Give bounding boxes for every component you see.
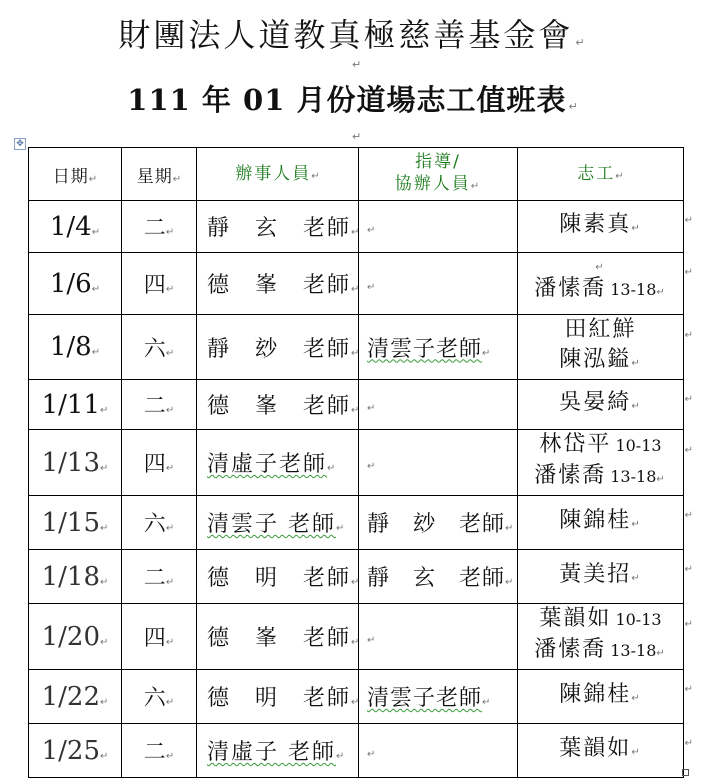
cell-volunteer (518, 550, 695, 604)
cell-mark-icon: ↵ (367, 282, 377, 293)
cell-mark-icon: ↵ (336, 751, 347, 762)
staff-name: 德 峯 老師 (207, 273, 352, 298)
cell-date (29, 496, 122, 550)
row-end-mark-icon: ↵ (684, 619, 695, 630)
cell-date (29, 315, 122, 380)
cell-mark-icon: ↵ (165, 751, 175, 762)
cell-date (29, 604, 122, 670)
header-volunteer-label: 志工 (577, 164, 616, 184)
volunteer-name: 葉韻如 (539, 606, 612, 631)
staff-name: 靜 玄 老師 (207, 216, 352, 241)
cell-guide (359, 604, 518, 670)
cell-mark-icon: ↵ (631, 358, 642, 369)
cell-mark-icon: ↵ (656, 474, 667, 485)
cell-mark-icon: ↵ (336, 523, 347, 534)
cell-date (29, 201, 122, 253)
cell-staff (197, 550, 362, 604)
cell-mark-icon: ↵ (595, 261, 606, 273)
paragraph-mark-icon: ↵ (568, 100, 579, 113)
cell-mark-icon: ↵ (165, 637, 175, 648)
weekday-value: 六 (143, 336, 166, 362)
volunteer-entry (518, 275, 683, 307)
cell-volunteer (518, 315, 695, 380)
volunteer-hours: 13-18 (610, 467, 657, 486)
staff-name: 德 峯 老師 (207, 394, 352, 419)
cell-staff (197, 253, 362, 315)
cell-mark-icon: ↵ (100, 522, 109, 534)
cell-mark-icon: ↵ (631, 518, 642, 530)
volunteer-entry (518, 681, 683, 713)
volunteer-entry (518, 315, 683, 345)
cell-guide (359, 253, 518, 315)
cell-weekday (122, 315, 197, 380)
cell-mark-icon: ↵ (631, 222, 642, 234)
table-resize-handle-icon[interactable] (682, 769, 689, 776)
cell-date (29, 670, 122, 724)
cell-volunteer (518, 253, 695, 315)
table-row (29, 604, 684, 670)
table-row (29, 253, 684, 315)
weekday-value: 二 (143, 394, 166, 419)
roster-body (29, 201, 695, 778)
cell-mark-icon: ↵ (367, 403, 377, 414)
header-staff-label: 辦事人員 (235, 164, 312, 184)
table-row (29, 201, 684, 253)
row-end-mark-icon: ↵ (684, 267, 695, 278)
document-title (0, 10, 706, 56)
cell-date (29, 550, 122, 604)
cell-staff (197, 380, 362, 430)
cell-mark-icon: ↵ (91, 226, 101, 238)
weekday-value: 四 (143, 452, 166, 477)
volunteer-name: 潘愫喬 (534, 275, 607, 301)
cell-weekday (122, 724, 197, 778)
table-row (29, 496, 684, 550)
cell-weekday (122, 430, 197, 496)
cell-guide (359, 430, 518, 496)
staff-name: 德 明 老師 (207, 566, 352, 591)
table-row (29, 724, 684, 778)
volunteer-entry (518, 211, 683, 243)
table-row (29, 430, 684, 496)
header-staff (197, 148, 359, 201)
cell-mark-icon: ↵ (482, 347, 492, 359)
cell-guide (359, 496, 518, 550)
cell-mark-icon: ↵ (615, 171, 624, 182)
cell-weekday (122, 496, 197, 550)
cell-staff (197, 201, 362, 253)
volunteer-entry (518, 735, 683, 767)
volunteer-name: 潘愫喬 (534, 637, 607, 662)
staff-name: 清雲子 老師 (207, 512, 336, 537)
staff-name: 德 峯 老師 (207, 626, 352, 651)
cell-mark-icon: ↵ (367, 225, 377, 236)
cell-mark-icon: ↵ (482, 697, 492, 708)
paragraph-mark-icon: ↵ (352, 58, 362, 71)
header-weekday-label: 星期 (136, 166, 173, 187)
row-end-mark-icon: ↵ (684, 510, 695, 521)
cell-mark-icon: ↵ (505, 577, 515, 588)
cell-mark-icon: ↵ (351, 637, 362, 648)
cell-mark-icon: ↵ (172, 173, 182, 185)
row-end-mark-icon: ↵ (684, 394, 695, 405)
cell-mark-icon: ↵ (165, 405, 175, 416)
cell-guide (359, 670, 518, 724)
cell-mark-icon: ↵ (351, 697, 362, 708)
cell-guide (359, 380, 518, 430)
cell-mark-icon: ↵ (165, 347, 175, 359)
cell-mark-icon: ↵ (631, 746, 642, 758)
volunteer-hours: 13-18 (610, 641, 657, 660)
guide-name: 靜 玅 老師 (367, 512, 506, 537)
duty-roster-table (28, 147, 695, 778)
volunteer-entry (518, 561, 683, 593)
cell-guide (359, 724, 518, 778)
cell-mark-icon: ↵ (165, 284, 175, 295)
cell-mark-icon: ↵ (88, 173, 98, 185)
cell-mark-icon: ↵ (100, 696, 109, 708)
row-end-mark-icon: ↵ (684, 330, 695, 341)
cell-mark-icon: ↵ (631, 572, 642, 584)
date-value: 1/20 (41, 621, 100, 652)
cell-volunteer (518, 430, 695, 496)
staff-name: 德 明 老師 (207, 686, 352, 711)
cell-weekday (122, 550, 197, 604)
cell-guide (359, 550, 518, 604)
volunteer-name: 田紅鮮 (564, 317, 637, 342)
cell-weekday (122, 670, 197, 724)
row-end-mark-icon: ↵ (684, 564, 695, 575)
cell-guide (359, 315, 518, 380)
cell-mark-icon: ↵ (91, 283, 101, 295)
cell-mark-icon: ↵ (100, 404, 109, 416)
cell-mark-icon: ↵ (656, 648, 667, 659)
cell-mark-icon: ↵ (656, 286, 667, 298)
cell-mark-icon: ↵ (100, 576, 109, 588)
header-guide-line1: 指導/ (415, 151, 461, 172)
header-date (29, 148, 122, 201)
cell-mark-icon: ↵ (100, 750, 109, 762)
cell-mark-icon: ↵ (327, 463, 338, 474)
document-subtitle (0, 78, 706, 119)
volunteer-entry (518, 507, 683, 539)
cell-mark-icon: ↵ (367, 635, 377, 646)
header-guide-line2 (359, 173, 517, 198)
table-row (29, 380, 684, 430)
date-value: 1/25 (41, 735, 100, 766)
document-subtitle-text: 111 年 01 月份道場志工值班表 (127, 83, 567, 117)
cell-volunteer (518, 604, 695, 670)
date-value: 1/15 (41, 507, 100, 538)
cell-mark-icon: ↵ (165, 577, 175, 588)
date-value: 1/8 (49, 332, 92, 362)
cell-mark-icon: ↵ (351, 405, 362, 416)
date-value: 1/13 (41, 447, 100, 478)
cell-weekday (122, 201, 197, 253)
table-row (29, 550, 684, 604)
cell-mark-icon: ↵ (311, 171, 320, 182)
table-row (29, 315, 684, 380)
weekday-value: 二 (143, 216, 166, 241)
cell-mark-icon: ↵ (165, 523, 175, 534)
date-value: 1/18 (41, 561, 100, 592)
table-row (29, 670, 684, 724)
cell-date (29, 430, 122, 496)
volunteer-name: 林岱平 (539, 432, 612, 457)
cell-mark-icon: ↵ (351, 347, 362, 359)
cell-mark-icon: ↵ (351, 284, 362, 295)
document-title-text: 財團法人道教真極慈善基金會 (118, 16, 574, 54)
header-guide-line2-text: 協辦人員 (394, 173, 471, 194)
cell-volunteer (518, 670, 695, 724)
staff-name: 清虛子老師 (207, 452, 328, 477)
volunteer-name: 陳素真 (559, 211, 632, 237)
volunteer-name: 葉韻如 (559, 735, 632, 761)
volunteer-entry (518, 389, 683, 421)
weekday-value: 二 (143, 566, 166, 591)
cell-mark-icon: ↵ (470, 180, 482, 192)
volunteer-entry (518, 635, 683, 669)
staff-name: 靜 玅 老師 (207, 336, 352, 362)
cell-mark-icon: ↵ (367, 461, 377, 472)
cell-staff (197, 604, 362, 670)
volunteer-entry (518, 461, 683, 495)
cell-mark-icon: ↵ (631, 692, 642, 704)
volunteer-hours: 10-13 (615, 436, 662, 455)
cell-mark-icon: ↵ (631, 400, 642, 412)
volunteer-hours: 10-13 (615, 610, 662, 629)
cell-mark-icon: ↵ (165, 463, 175, 474)
row-end-mark-icon: ↵ (684, 684, 695, 695)
row-end-mark-icon: ↵ (684, 445, 695, 456)
date-value: 1/6 (49, 268, 92, 299)
cell-weekday (122, 604, 197, 670)
cell-mark-icon: ↵ (351, 227, 362, 238)
cell-guide (359, 201, 518, 253)
cell-volunteer (518, 496, 695, 550)
cell-volunteer (518, 380, 695, 430)
guide-name: 清雲子老師 (367, 336, 483, 362)
volunteer-name: 黃美招 (559, 561, 632, 587)
header-guide (359, 148, 518, 201)
guide-name: 靜 玄 老師 (367, 566, 506, 591)
table-move-handle-icon[interactable]: ✥ (14, 138, 26, 150)
volunteer-hours: 13-18 (610, 279, 657, 299)
cell-volunteer (518, 724, 695, 778)
cell-date (29, 724, 122, 778)
volunteer-name: 陳錦桂 (559, 681, 632, 707)
table-header-row (29, 148, 684, 201)
cell-date (29, 380, 122, 430)
cell-staff (197, 670, 362, 724)
cell-mark-icon: ↵ (100, 462, 109, 474)
cell-date (29, 253, 122, 315)
cell-mark-icon: ↵ (91, 347, 101, 358)
volunteer-name: 吳晏綺 (559, 389, 632, 415)
date-value: 1/11 (41, 389, 100, 420)
volunteer-entry (518, 430, 683, 461)
cell-mark-icon: ↵ (505, 523, 515, 534)
volunteer-name: 陳錦桂 (559, 507, 632, 533)
cell-mark-icon: ↵ (165, 227, 175, 238)
cell-mark-icon: ↵ (100, 636, 109, 648)
row-end-mark-icon: ↵ (684, 215, 695, 226)
date-value: 1/4 (49, 211, 92, 242)
volunteer-entry (518, 345, 683, 379)
weekday-value: 六 (143, 686, 166, 711)
cell-weekday (122, 380, 197, 430)
cell-mark-icon: ↵ (367, 749, 377, 760)
cell-weekday (122, 253, 197, 315)
cell-mark-icon: ↵ (165, 697, 175, 708)
weekday-value: 二 (143, 740, 166, 765)
volunteer-entry (518, 604, 683, 635)
cell-mark-icon: ↵ (351, 577, 362, 588)
date-value: 1/22 (41, 681, 100, 712)
weekday-value: 四 (143, 273, 166, 298)
guide-name: 清雲子老師 (367, 686, 483, 711)
volunteer-name: 潘愫喬 (534, 463, 607, 488)
paragraph-mark-icon: ↵ (352, 130, 362, 143)
cell-volunteer (518, 201, 695, 253)
cell-staff (197, 496, 359, 550)
cell-staff (197, 315, 362, 380)
header-volunteer (518, 148, 684, 201)
weekday-value: 六 (143, 512, 166, 537)
staff-name: 清虛子 老師 (207, 740, 336, 765)
row-end-mark-icon: ↵ (684, 738, 695, 749)
volunteer-name: 陳泓鎰 (559, 347, 632, 372)
header-weekday (122, 148, 197, 201)
cell-staff (197, 724, 359, 778)
cell-staff (197, 430, 359, 496)
paragraph-mark-icon: ↵ (575, 36, 588, 49)
header-date-label: 日期 (52, 166, 89, 187)
weekday-value: 四 (143, 626, 166, 651)
